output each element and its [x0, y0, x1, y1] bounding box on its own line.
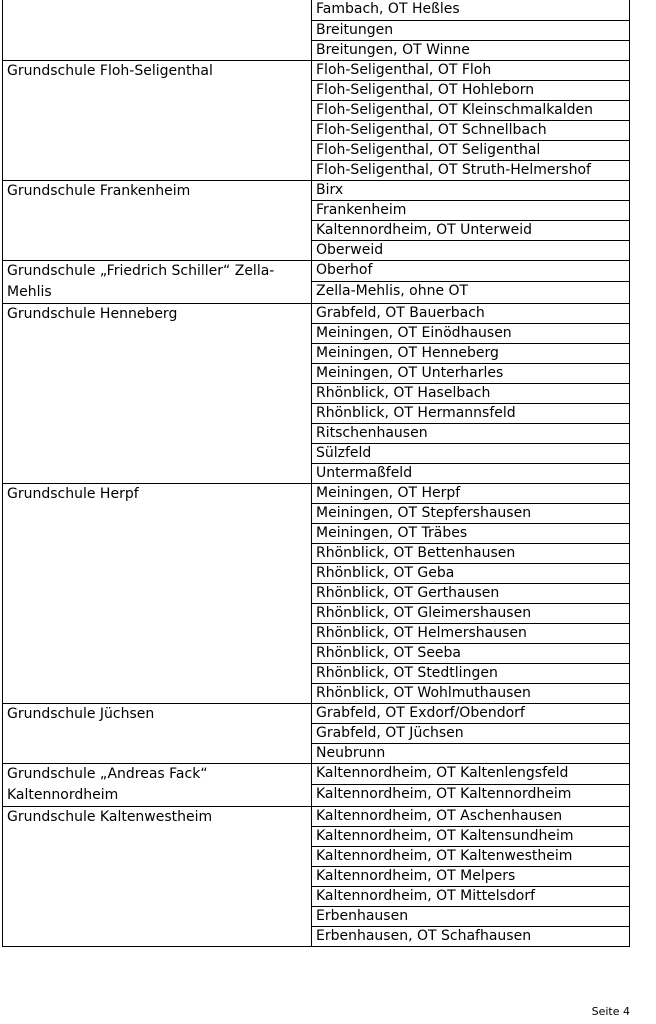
- location-cell: Floh-Seligenthal, OT Hohleborn: [312, 80, 630, 100]
- location-cell: Meiningen, OT Träbes: [312, 523, 630, 543]
- location-cell: Kaltennordheim, OT Kaltennordheim: [312, 785, 630, 807]
- location-cell: Erbenhausen, OT Schafhausen: [312, 926, 630, 946]
- table-row: [3, 180, 630, 200]
- location-cell: Rhönblick, OT Hermannsfeld: [312, 403, 630, 423]
- location-cell: Kaltennordheim, OT Kaltenlengsfeld: [312, 763, 630, 785]
- school-name-cell: Grundschule Henneberg: [3, 303, 312, 483]
- location-cell: Kaltennordheim, OT Aschenhausen: [312, 806, 630, 826]
- location-cell: Rhönblick, OT Seeba: [312, 643, 630, 663]
- location-cell: Oberhof: [312, 260, 630, 282]
- location-cell: Rhönblick, OT Wohlmuthausen: [312, 683, 630, 703]
- school-name-cell: Grundschule Kaltenwestheim: [3, 806, 312, 946]
- table-row: [3, 703, 630, 723]
- school-name-cell: Grundschule Frankenheim: [3, 180, 312, 260]
- location-cell: Floh-Seligenthal, OT Floh: [312, 60, 630, 80]
- location-cell: Floh-Seligenthal, OT Struth-Helmershof: [312, 160, 630, 180]
- location-cell: Rhönblick, OT Helmershausen: [312, 623, 630, 643]
- table-row: [3, 806, 630, 826]
- location-cell: Zella-Mehlis, ohne OT: [312, 282, 630, 304]
- table-body: [3, 0, 630, 946]
- location-cell: Kaltennordheim, OT Kaltensundheim: [312, 826, 630, 846]
- location-cell: Meiningen, OT Henneberg: [312, 343, 630, 363]
- table-row: [3, 0, 630, 20]
- location-cell: Erbenhausen: [312, 906, 630, 926]
- table-row: [3, 303, 630, 323]
- location-cell: Fambach, OT Heßles: [312, 0, 630, 20]
- location-cell: Breitungen: [312, 20, 630, 40]
- location-cell: Meiningen, OT Unterharles: [312, 363, 630, 383]
- table-row: [3, 60, 630, 80]
- location-cell: Floh-Seligenthal, OT Kleinschmalkalden: [312, 100, 630, 120]
- table-row: [3, 260, 630, 282]
- location-cell: Birx: [312, 180, 630, 200]
- location-cell: Rhönblick, OT Gerthausen: [312, 583, 630, 603]
- location-cell: Floh-Seligenthal, OT Schnellbach: [312, 120, 630, 140]
- location-cell: Meiningen, OT Einödhausen: [312, 323, 630, 343]
- location-cell: Floh-Seligenthal, OT Seligenthal: [312, 140, 630, 160]
- location-cell: Grabfeld, OT Exdorf/Obendorf: [312, 703, 630, 723]
- location-cell: Breitungen, OT Winne: [312, 40, 630, 60]
- table-row: [3, 483, 630, 503]
- school-name-cell: [3, 0, 312, 60]
- location-cell: Rhönblick, OT Gleimershausen: [312, 603, 630, 623]
- school-name-cell: Grundschule „Andreas Fack“ Kaltennordheim: [3, 763, 312, 806]
- location-cell: Rhönblick, OT Geba: [312, 563, 630, 583]
- location-cell: Kaltennordheim, OT Kaltenwestheim: [312, 846, 630, 866]
- page-number: Seite 4: [591, 1005, 630, 1018]
- table-row: [3, 763, 630, 785]
- location-cell: Grabfeld, OT Jüchsen: [312, 723, 630, 743]
- location-cell: Kaltennordheim, OT Unterweid: [312, 220, 630, 240]
- school-name-cell: Grundschule Floh-Seligenthal: [3, 60, 312, 180]
- location-cell: Meiningen, OT Stepfershausen: [312, 503, 630, 523]
- location-cell: Kaltennordheim, OT Melpers: [312, 866, 630, 886]
- location-cell: Sülzfeld: [312, 443, 630, 463]
- location-cell: Kaltennordheim, OT Mittelsdorf: [312, 886, 630, 906]
- school-district-table: [2, 0, 630, 947]
- school-name-cell: Grundschule Jüchsen: [3, 703, 312, 763]
- school-name-cell: Grundschule „Friedrich Schiller“ Zella-Mehlis: [3, 260, 312, 303]
- location-cell: Ritschenhausen: [312, 423, 630, 443]
- location-cell: Frankenheim: [312, 200, 630, 220]
- location-cell: Rhönblick, OT Haselbach: [312, 383, 630, 403]
- location-cell: Oberweid: [312, 240, 630, 260]
- location-cell: Meiningen, OT Herpf: [312, 483, 630, 503]
- location-cell: Rhönblick, OT Stedtlingen: [312, 663, 630, 683]
- location-cell: Untermaßfeld: [312, 463, 630, 483]
- location-cell: Neubrunn: [312, 743, 630, 763]
- school-name-cell: Grundschule Herpf: [3, 483, 312, 703]
- location-cell: Grabfeld, OT Bauerbach: [312, 303, 630, 323]
- location-cell: Rhönblick, OT Bettenhausen: [312, 543, 630, 563]
